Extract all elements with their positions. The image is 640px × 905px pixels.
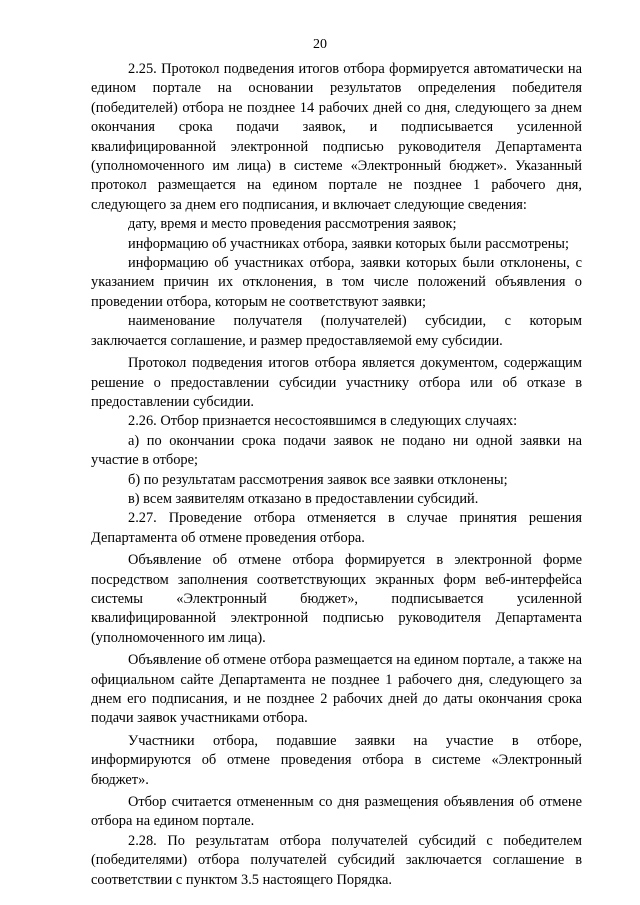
paragraph-protocol-decision: Протокол подведения итогов отбора является документом, содержащим решение о предоставлении субсидии участнику отбора или об отказе в предоставлении субсидии. [91,355,582,410]
list-item-considered-participants: информацию об участниках отбора, заявки которых были рассмотрены; [128,235,569,252]
paragraph-2-28: 2.28. По результатам отбора получателей субсидий с победителем (победителями) отбора получателей субсидий заключается соглашение в соответствии с пунктом 3.5 настоящего Порядка. [91,832,582,888]
paragraph-participants-informed: Участники отбора, подавшие заявки на участие в отборе, информируются об отмене проведения отбора в системе «Электронный бюджет». [91,732,582,788]
list-item-b: б) по результатам рассмотрения заявок все заявки отклонены; [128,471,508,488]
list-item-recipient-name: наименование получателя (получателей) субсидии, с которым заключается соглашение, и размер предоставляемой ему субсидии. [91,313,582,349]
list-item-rejected-participants: информацию об участниках отбора, заявки которых были отклонены, с указанием причин их отклонения, в том числе положений объявления о проведении отбора, которым не соответствуют заявки; [91,255,582,310]
document-body [91,60,582,890]
paragraph-cancellation-notice-form: Объявление об отмене отбора формируется в электронной форме посредством заполнения соответствующих экранных форм веб-интерфейса системы «Электронный бюджет», подписывается усиленной квалифицированной электронной подписью руководителя Департамента (уполномоченного им лица). [91,552,582,646]
list-item-date-time-place: дату, время и место проведения рассмотрения заявок; [128,216,457,233]
page-number: 20 [313,37,327,52]
list-item-v: в) всем заявителям отказано в предоставлении субсидий. [128,490,479,507]
paragraph-2-25: 2.25. Протокол подведения итогов отбора формируется автоматически на едином портале на основании результатов определения победителя (победителей) отбора не позднее 14 рабочих дней со дня, следующего за днем окончания срока подачи заявок, и подписывается усиленной квалифицированной электронной подписью руководителя Департамента (уполномоченного им лица) в системе «Электронный бюджет». Указанный протокол размещается на едином портале не позднее 1 рабочего дня, следующего за днем его подписания, и включает следующие сведения: [91,61,582,213]
paragraph-2-26: 2.26. Отбор признается несостоявшимся в следующих случаях: [128,413,518,430]
paragraph-cancellation-notice-publish: Объявление об отмене отбора размещается на едином портале, а также на официальном сайте Департамента не позднее 1 рабочего дня, следующего за днем его подписания, и не позднее 2 рабочих дней до даты окончания срока подачи заявок участниками отбора. [91,652,582,727]
list-item-a: а) по окончании срока подачи заявок не подано ни одной заявки на участие в отборе; [91,432,582,469]
paragraph-selection-cancelled: Отбор считается отмененным со дня размещения объявления об отмене отбора на едином портале. [91,794,582,830]
paragraph-2-27: 2.27. Проведение отбора отменяется в случае принятия решения Департамента об отмене проведения отбора. [91,510,582,546]
